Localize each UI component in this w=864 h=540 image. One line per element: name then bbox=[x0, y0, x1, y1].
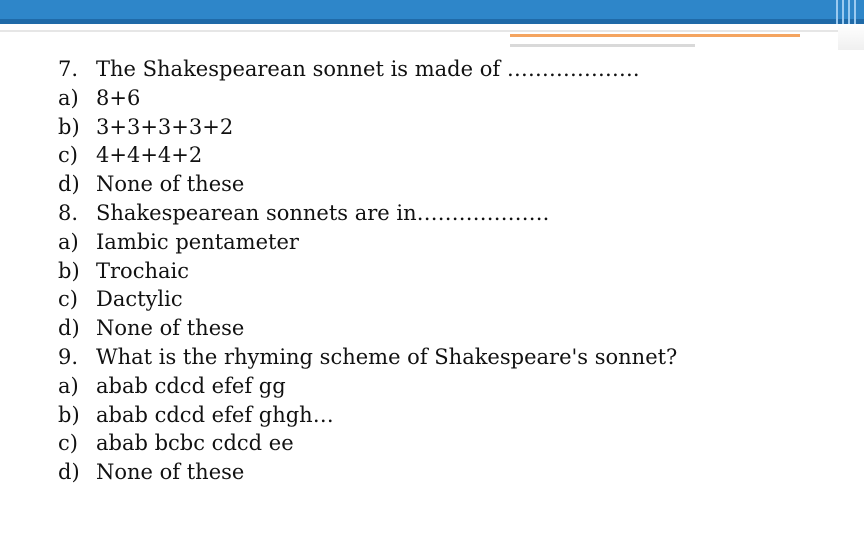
option-text: 8+6 bbox=[96, 85, 141, 110]
list-marker: b) bbox=[58, 402, 80, 427]
header-stripe bbox=[848, 0, 850, 24]
option-item bbox=[58, 141, 677, 170]
option-item bbox=[58, 113, 677, 142]
list-marker: a) bbox=[58, 85, 79, 110]
option-text: abab bcbc cdcd ee bbox=[96, 431, 294, 456]
header-bar-shadow bbox=[0, 19, 864, 24]
list-marker: 8. bbox=[58, 200, 79, 225]
header-divider bbox=[0, 30, 864, 32]
option-item bbox=[58, 429, 677, 458]
option-item bbox=[58, 285, 677, 314]
question-8 bbox=[58, 199, 677, 228]
list-marker: 9. bbox=[58, 344, 79, 369]
list-marker: a) bbox=[58, 373, 79, 398]
list-marker: d) bbox=[58, 316, 80, 341]
option-text: 4+4+4+2 bbox=[96, 143, 203, 168]
option-item bbox=[58, 458, 677, 487]
corner-decoration bbox=[838, 24, 864, 50]
list-marker: d) bbox=[58, 172, 80, 197]
option-item bbox=[58, 372, 677, 401]
option-text: Iambic pentameter bbox=[96, 229, 299, 254]
option-text: None of these bbox=[96, 460, 245, 485]
option-text: abab cdcd efef ghgh… bbox=[96, 402, 334, 427]
list-marker: b) bbox=[58, 258, 80, 283]
list-marker: c) bbox=[58, 287, 78, 312]
header-stripe bbox=[836, 0, 838, 24]
question-list bbox=[58, 55, 677, 487]
header-stripe bbox=[842, 0, 844, 24]
list-marker: 7. bbox=[58, 57, 79, 81]
option-text: None of these bbox=[96, 172, 245, 197]
accent-line-orange bbox=[510, 34, 800, 37]
question-text: Shakespearean sonnets are in………………. bbox=[96, 200, 550, 225]
option-text: None of these bbox=[96, 316, 245, 341]
list-marker: b) bbox=[58, 114, 80, 139]
option-item bbox=[58, 228, 677, 257]
option-item bbox=[58, 314, 677, 343]
option-text: Trochaic bbox=[96, 258, 189, 283]
list-marker: c) bbox=[58, 143, 78, 168]
option-text: Dactylic bbox=[96, 287, 183, 312]
header-stripe bbox=[854, 0, 856, 24]
option-item bbox=[58, 170, 677, 199]
option-text: abab cdcd efef gg bbox=[96, 373, 286, 398]
accent-line-gray bbox=[510, 44, 695, 47]
option-item bbox=[58, 84, 677, 113]
list-marker: a) bbox=[58, 229, 79, 254]
question-text: What is the rhyming scheme of Shakespeare's sonnet? bbox=[96, 344, 678, 369]
list-marker: d) bbox=[58, 460, 80, 485]
option-item bbox=[58, 257, 677, 286]
list-marker: c) bbox=[58, 431, 78, 456]
option-item bbox=[58, 401, 677, 430]
option-text: 3+3+3+3+2 bbox=[96, 114, 234, 139]
question-9 bbox=[58, 343, 677, 372]
question-text: The Shakespearean sonnet is made of ………………. bbox=[96, 57, 640, 81]
question-7 bbox=[58, 55, 677, 84]
